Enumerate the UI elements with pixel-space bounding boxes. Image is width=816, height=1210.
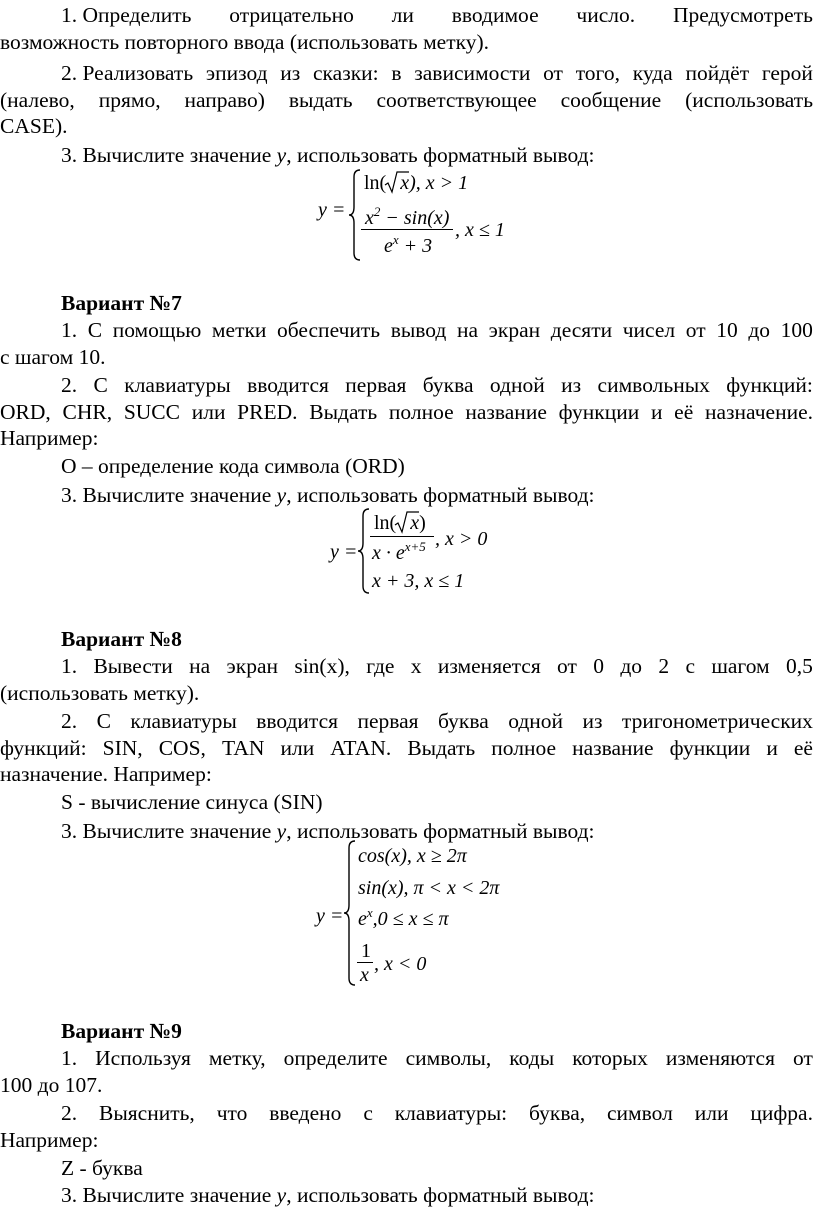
word: которых <box>572 1046 648 1070</box>
word: вводится <box>256 709 339 733</box>
word: буква, <box>529 1101 586 1125</box>
word: CHR, <box>62 400 113 424</box>
word: ATAN. <box>330 736 392 760</box>
word: символ <box>607 1101 673 1125</box>
word: изменяется <box>437 654 541 678</box>
word: одной <box>508 709 564 733</box>
task-line: CASE). <box>0 114 68 138</box>
formula-case-1: cos(x), x ≥ 2π <box>358 845 467 867</box>
word: от <box>793 1046 813 1070</box>
task-line <box>0 399 813 425</box>
word: 2. <box>61 373 78 397</box>
word: 1. <box>61 654 78 678</box>
task-line: 3. Вычислите значение y, использовать форматный вывод: <box>61 143 595 167</box>
word: полное <box>388 400 454 424</box>
word: x <box>410 654 422 678</box>
word: 1. <box>61 318 78 342</box>
word: метки <box>211 318 267 342</box>
word: полное <box>491 736 557 760</box>
word: помощью <box>112 318 202 342</box>
word: 10 <box>716 318 738 342</box>
word: вывод <box>390 318 447 342</box>
formula-case-1-den: $x \cdot e^{x+5}$ <box>372 539 426 564</box>
word: и <box>766 736 778 760</box>
formula-case-1-cond: , x > 0 <box>435 528 488 550</box>
word: с <box>685 654 695 678</box>
left-brace <box>343 840 357 986</box>
word: где <box>366 654 395 678</box>
word: одной <box>489 373 545 397</box>
task-line: Например: <box>0 1128 99 1152</box>
sqrt-sign <box>394 510 420 534</box>
word: на <box>189 654 211 678</box>
word: С <box>96 709 111 733</box>
word: выдать <box>288 88 353 112</box>
word: число. <box>576 3 636 27</box>
variant-heading: Вариант №8 <box>61 627 182 651</box>
word: вводимое <box>451 3 539 27</box>
formula-case-2: x + 3, x ≤ 1 <box>372 570 465 592</box>
word: на <box>456 318 479 342</box>
word: от <box>557 654 577 678</box>
word: вводится <box>247 373 329 397</box>
word: клавиатуры <box>124 373 231 397</box>
word: название <box>465 400 547 424</box>
word: что <box>216 1101 248 1125</box>
word: 1. <box>61 1046 78 1070</box>
word: Предусмотреть <box>672 3 813 27</box>
task-line: 3. Вычислите значение y, использовать форматный вывод: <box>61 819 595 843</box>
word: символы, <box>405 1046 492 1070</box>
word: обеспечить <box>277 318 381 342</box>
word: символьных <box>597 373 710 397</box>
fraction-bar <box>361 229 453 230</box>
word: функций: <box>0 736 87 760</box>
task-line: назначение. Например: <box>0 762 212 786</box>
word: PRED. <box>237 400 298 424</box>
word: коды <box>509 1046 555 1070</box>
formula-case-1-num: ln( x) <box>374 512 426 534</box>
word: первая <box>345 373 407 397</box>
word: 1. Определить <box>61 3 192 27</box>
word: из <box>280 61 301 85</box>
word: её <box>674 400 694 424</box>
word: Выдать <box>309 400 378 424</box>
word: sin(x), <box>294 654 350 678</box>
word: (налево, <box>0 88 75 112</box>
example-line: Z - буква <box>61 1156 143 1180</box>
word: и <box>650 400 663 424</box>
formula-case-2-num: $x^2 - \sin(x)$ <box>365 204 450 229</box>
word: до <box>620 654 643 678</box>
word: ли <box>391 3 414 27</box>
word: COS, <box>158 736 206 760</box>
word: экран <box>488 318 541 342</box>
word: сказки: <box>313 61 379 85</box>
formula-case-2-cond: , x ≤ 1 <box>455 219 505 241</box>
sqrt-sign <box>384 170 410 194</box>
word: направо) <box>184 88 265 112</box>
word: в <box>391 61 402 85</box>
word: того, <box>575 61 620 85</box>
task-line: 100 до 107. <box>0 1073 103 1097</box>
formula-case-4-den: x <box>360 964 369 986</box>
task-line <box>61 708 813 734</box>
word: функции <box>669 736 751 760</box>
left-brace <box>357 508 371 594</box>
word: 2. <box>61 1101 78 1125</box>
word: десяти <box>550 318 613 342</box>
task-line: 3. Вычислите значение y, использовать форматный вывод: <box>61 483 595 507</box>
word: или <box>191 400 226 424</box>
word: или <box>280 736 315 760</box>
word: буква <box>422 373 474 397</box>
left-brace <box>348 169 362 261</box>
word: (использовать <box>685 88 813 112</box>
variant-heading: Вариант №9 <box>61 1019 182 1043</box>
fraction-bar <box>370 536 434 537</box>
word: 2. <box>61 709 78 733</box>
word: до <box>748 318 771 342</box>
task-line <box>61 653 813 679</box>
formula-case-4-num: 1 <box>361 940 371 962</box>
word: назначение. <box>704 400 813 424</box>
word: эпизод <box>205 61 268 85</box>
word: 100 <box>780 318 813 342</box>
word: первая <box>357 709 419 733</box>
word: Вывести <box>93 654 173 678</box>
task-line: 3. Вычислите значение y, использовать форматный вывод: <box>61 1183 595 1207</box>
word: С <box>93 373 108 397</box>
word: 2. Реализовать <box>61 61 194 85</box>
word: прямо, <box>98 88 161 112</box>
word: с <box>363 1101 373 1125</box>
word: из <box>561 373 582 397</box>
task-line <box>0 87 813 113</box>
formula-lhs: y = <box>316 905 344 927</box>
word: из <box>582 709 603 733</box>
word: Используя <box>95 1046 191 1070</box>
task-line <box>0 735 813 761</box>
word: SUCC <box>123 400 180 424</box>
task-line <box>61 1100 813 1126</box>
word: TAN <box>221 736 265 760</box>
task-line: (использовать метку). <box>0 681 200 705</box>
task-line <box>61 60 813 86</box>
word: её <box>793 736 813 760</box>
word: зависимости <box>414 61 531 85</box>
word: изменяются <box>665 1046 775 1070</box>
word: клавиатуры <box>130 709 237 733</box>
word: Выяснить, <box>99 1101 195 1125</box>
task-line <box>61 317 813 343</box>
word: пойдёт <box>685 61 750 85</box>
word: от <box>685 318 706 342</box>
word: Выдать <box>407 736 476 760</box>
formula-case-4-cond: , x < 0 <box>374 953 427 975</box>
word: куда <box>632 61 673 85</box>
word: 2 <box>658 654 670 678</box>
task-line <box>61 372 813 398</box>
task-line <box>61 1045 813 1071</box>
word: ORD, <box>0 400 51 424</box>
word: или <box>694 1101 729 1125</box>
example-line: S - вычисление синуса (SIN) <box>61 790 323 814</box>
word: экран <box>226 654 278 678</box>
task-line: возможность повторного ввода (использовать метку). <box>0 30 490 54</box>
task-line: с шагом 10. <box>0 345 106 369</box>
formula-case-2: sin(x), π < x < 2π <box>358 877 500 899</box>
word: 0,5 <box>785 654 813 678</box>
word: шагом <box>711 654 770 678</box>
fraction-bar <box>357 962 373 963</box>
word: 0 <box>593 654 604 678</box>
task-line: Например: <box>0 426 99 450</box>
variant-heading: Вариант №7 <box>61 291 182 315</box>
word: чисел <box>622 318 676 342</box>
word: определите <box>283 1046 388 1070</box>
word: функций: <box>726 373 813 397</box>
word: SIN, <box>102 736 143 760</box>
word: функции <box>558 400 640 424</box>
word: клавиатуры: <box>394 1101 508 1125</box>
word: введено <box>269 1101 342 1125</box>
formula-lhs: y = <box>318 199 346 221</box>
word: название <box>572 736 654 760</box>
word: тригонометрических <box>621 709 813 733</box>
task-line <box>61 2 813 28</box>
word: цифра. <box>750 1101 813 1125</box>
word: С <box>87 318 103 342</box>
word: от <box>543 61 563 85</box>
word: соответствующее <box>376 88 537 112</box>
word: сообщение <box>560 88 662 112</box>
formula-case-2-den: $e^x + 3$ <box>384 232 433 257</box>
word: метку, <box>208 1046 266 1070</box>
word: буква <box>438 709 489 733</box>
formula-case-1: ln( x), x > 1 <box>364 172 469 194</box>
formula-case-3: $e^x,0 \le x \le \pi$ <box>358 905 449 930</box>
word: герой <box>761 61 813 85</box>
example-line: О – определение кода символа (ORD) <box>61 454 405 478</box>
word: отрицательно <box>229 3 354 27</box>
formula-lhs: y = <box>330 541 358 563</box>
